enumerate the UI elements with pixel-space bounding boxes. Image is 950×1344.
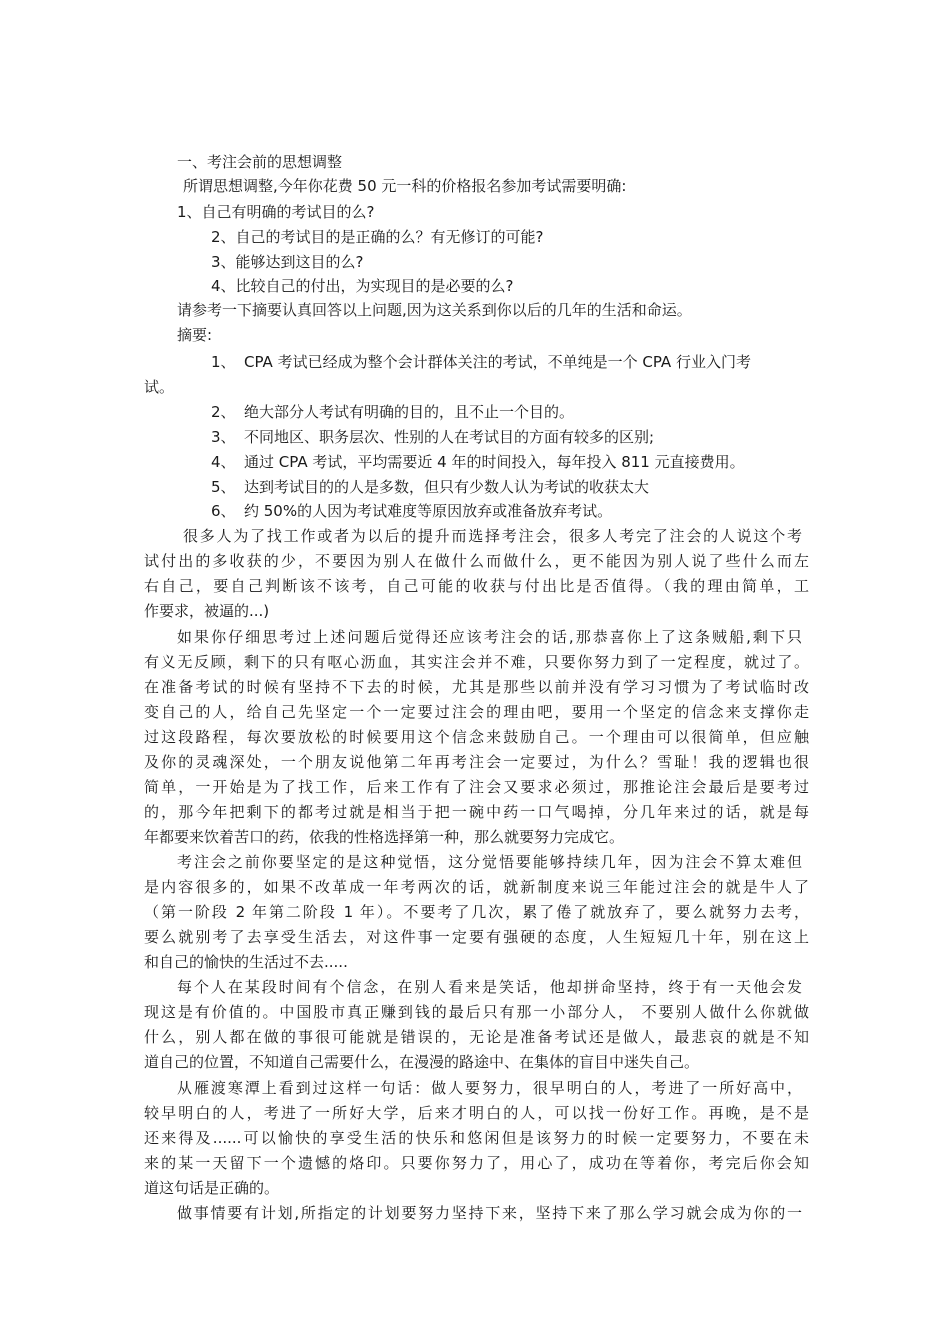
- paragraph-line: 有义无反顾，剩下的只有呕心沥血，其实注会并不难，只要你努力到了一定程度，就过了。: [144, 653, 809, 671]
- paragraph-line: 试付出的多收获的少，不要因为别人在做什么而做什么，更不能因为别人说了些什么而左: [144, 552, 809, 570]
- summary-item-text: 约 50%的人因为考试难度等原因放弃或准备放弃考试。: [244, 502, 613, 520]
- paragraph-line: 从雁渡寒潭上看到过这样一句话：做人要努力，很早明白的人，考进了一所好高中，: [177, 1079, 802, 1097]
- summary-item-text: 绝大部分人考试有明确的目的，且不止一个目的。: [244, 403, 575, 421]
- summary-item-number: 2、: [211, 403, 236, 421]
- paragraph-line: 及你的灵魂深处，一个朋友说他第二年再考注会一定要过，为什么？雪耻！我的逻辑也很: [144, 753, 809, 771]
- question-3: 3、能够达到这目的么?: [211, 253, 364, 271]
- paragraph-line: 如果你仔细思考过上述问题后觉得还应该考注会的话,那恭喜你上了这条贼船,剩下只: [177, 628, 802, 646]
- question-4: 4、比较自己的付出，为实现目的是必要的么?: [211, 277, 514, 295]
- paragraph-line: 变自己的人，给自己先坚定一个一定要过注会的理由吧，要用一个坚定的信念来支撑你走: [144, 703, 809, 721]
- paragraph-line: 道自己的位置，不知道自己需要什么，在漫漫的路途中、在集体的盲目中迷失自己。: [144, 1053, 700, 1071]
- paragraph-line: 在准备考试的时候有坚持不下去的时候，尤其是那些以前并没有学习习惯为了考试临时改: [144, 678, 809, 696]
- paragraph-line: （第一阶段 2 年第二阶段 1 年）。不要考了几次，累了倦了就放弃了，要么就努力去考，: [144, 903, 809, 921]
- paragraph-line: 考注会之前你要坚定的是这种觉悟，这分觉悟要能够持续几年，因为注会不算太难但: [177, 853, 802, 871]
- intro-line: 所谓思想调整,今年你花费 50 元一科的价格报名参加考试需要明确:: [183, 177, 627, 195]
- paragraph-line: 较早明白的人，考进了一所好大学，后来才明白的人，可以找一份好工作。再晚，是不是: [144, 1104, 809, 1122]
- summary-item-text: 达到考试目的的人是多数，但只有少数人认为考试的收获太大: [244, 478, 650, 496]
- paragraph-line: 要么就别考了去享受生活去，对这件事一定要有强硬的态度，人生短短几十年，别在这上: [144, 928, 809, 946]
- paragraph-line: 右自己，要自己判断该不该考，自己可能的收获与付出比是否值得。（我的理由简单，工: [144, 577, 809, 595]
- summary-item-number: 4、: [211, 453, 236, 471]
- paragraph-line: 来的某一天留下一个遗憾的烙印。只要你努力了，用心了，成功在等着你，考完后你会知: [144, 1154, 809, 1172]
- paragraph-line: 现这是有价值的。中国股市真正赚到钱的最后只有那一小部分人， 不要别人做什么你就做: [144, 1003, 809, 1021]
- summary-item-text: 通过 CPA 考试，平均需要近 4 年的时间投入，每年投入 811 元直接费用。: [244, 453, 745, 471]
- paragraph-line: 的，那今年把剩下的都考过就是相当于把一碗中药一口气喝掉，分几年来过的话，就是每: [144, 803, 809, 821]
- paragraph-line: 很多人为了找工作或者为以后的提升而选择考注会，很多人考完了注会的人说这个考: [183, 527, 802, 545]
- paragraph-line: 每个人在某段时间有个信念，在别人看来是笑话，他却拼命坚持，终于有一天他会发: [177, 978, 802, 996]
- paragraph-line: 过这段路程，每次要放松的时候要用这个信念来鼓励自己。一个理由可以很简单，但应触: [144, 728, 809, 746]
- summary-item-text: CPA 考试已经成为整个会计群体关注的考试，不单纯是一个 CPA 行业入门考: [244, 353, 751, 371]
- summary-item-text: 不同地区、职务层次、性别的人在考试目的方面有较多的区别;: [244, 428, 655, 446]
- paragraph-line: 什么，别人都在做的事很可能就是错误的，无论是准备考试还是做人，最悲哀的就是不知: [144, 1028, 809, 1046]
- paragraph-line: 做事情要有计划,所指定的计划要努力坚持下来，坚持下来了那么学习就会成为你的一: [177, 1204, 802, 1222]
- paragraph-line: 还来得及......可以愉快的享受生活的快乐和悠闲但是该努力的时候一定要努力，不要在未: [144, 1129, 809, 1147]
- paragraph-line: 作要求，被逼的...): [144, 602, 270, 620]
- question-1: 1、自己有明确的考试目的么?: [177, 203, 375, 221]
- question-2: 2、自己的考试目的是正确的么？有无修订的可能?: [211, 228, 544, 246]
- paragraph-line: 简单，一开始是为了找工作，后来工作有了注会又要求必须过，那推论注会最后是要考过: [144, 778, 809, 796]
- summary-item-number: 5、: [211, 478, 236, 496]
- paragraph-line: 和自己的愉快的生活过不去.....: [144, 953, 348, 971]
- summary-item-number: 3、: [211, 428, 236, 446]
- summary-item-continuation: 试。: [144, 378, 175, 396]
- paragraph-line: 道这句话是正确的。: [144, 1179, 280, 1197]
- summary-label: 摘要:: [177, 326, 213, 344]
- section-heading: 一、考注会前的思想调整: [177, 153, 343, 171]
- summary-item-number: 6、: [211, 502, 236, 520]
- prompt-line: 请参考一下摘要认真回答以上问题,因为这关系到你以后的几年的生活和命运。: [177, 301, 692, 319]
- paragraph-line: 年都要来饮着苦口的药，依我的性格选择第一种，那么就要努力完成它。: [144, 828, 625, 846]
- paragraph-line: 是内容很多的，如果不改革成一年考两次的话，就新制度来说三年能过注会的就是牛人了: [144, 878, 809, 896]
- summary-item-number: 1、: [211, 353, 236, 371]
